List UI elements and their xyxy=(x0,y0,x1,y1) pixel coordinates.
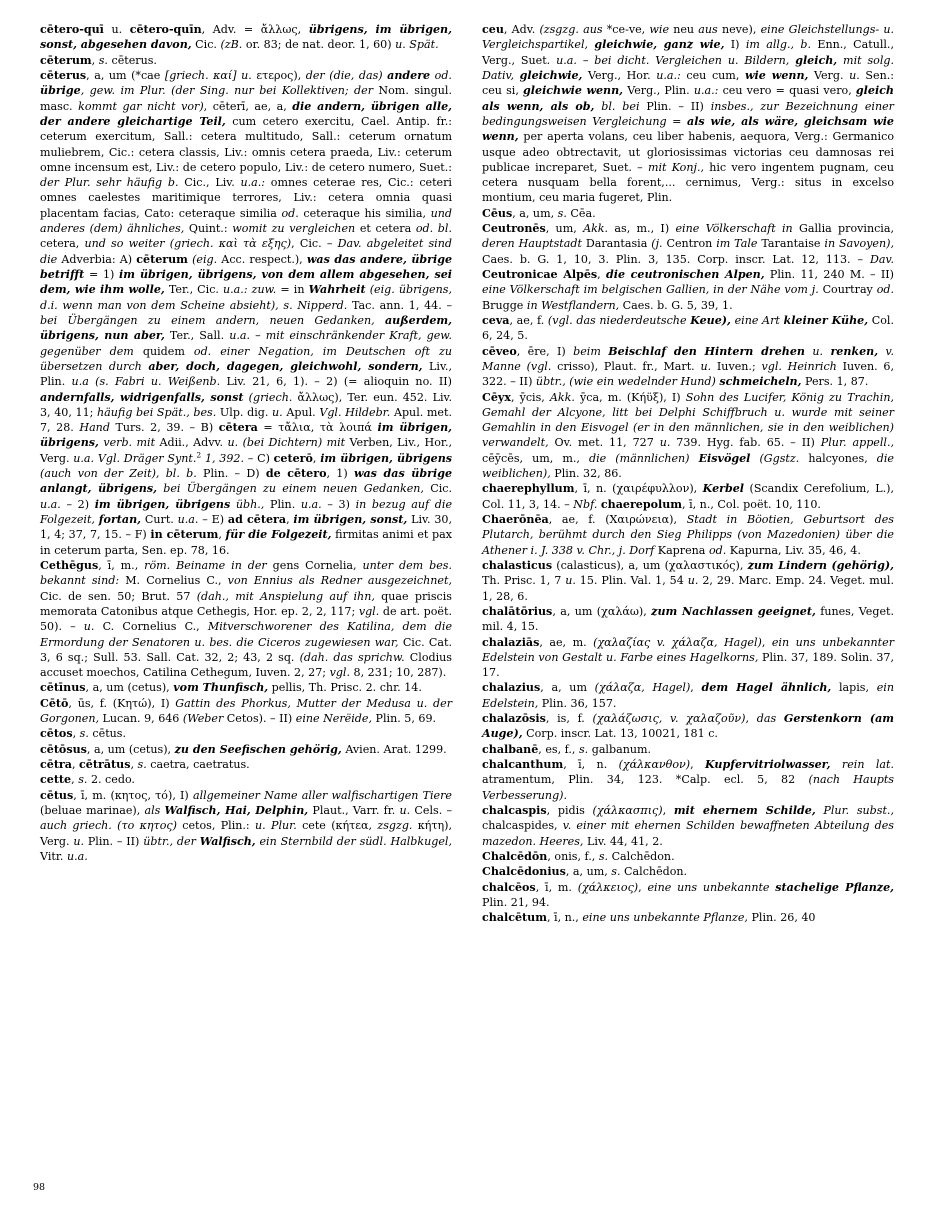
dictionary-entry: chalbanē, es, f., s. galbanum. xyxy=(482,742,652,756)
dictionary-entry: cēterum, s. cēterus. xyxy=(40,53,157,67)
dictionary-entry: chalcētum, ī, n., eine uns unbekannte Pflanze, Plin. 26, 40 xyxy=(482,911,816,925)
dictionary-entry: chalazius, a, um (χάλαζα, Hagel), dem Hagel ähnlich, lapis, ein Edelstein, Plin. 36, 157. xyxy=(482,681,894,710)
dictionary-entry: cētus, ī, m. (κητος, τό), I) allgemeiner Name aller walfischartigen Tiere (beluae marinae), als Walfisch, Hai, Delphin, Plaut., Varr. fr. u. Cels. – auch griech. (το κητος) cetos, Plin.: u. Plur. cete (κήτεα, zsgzg. κήτη), Verg. u. Plin. – II) übtr., der Walfisch, ein Sternbild der südl. Halbkugel, Vitr. u.a. xyxy=(40,788,453,863)
dictionary-entry: Ceutronēs, um, Akk. as, m., I) eine Völkerschaft in Gallia provincia, deren Hauptstadt Darantasia (j. Centron im Tale Tarantaise in Savoyen), Caes. b. G. 1, 10, 3. Plin. 3, 135. Corp. inscr. Lat. 12, 113. – Dav. Ceutronicae Alpēs, die ceutronischen Alpen, Plin. 11, 240 M. – II) eine Völkerschaft im belgischen Gallien, in der Nähe vom j. Courtray od. Brugge in Westflandern, Caes. b. G. 5, 39, 1. xyxy=(482,222,895,312)
dictionary-entry: cētos, s. cētus. xyxy=(40,727,127,741)
dictionary-entry: chalazōsis, is, f. (χαλάζωσις, v. χαλαζοῦν), das Gerstenkorn (am Auge), Corp. inscr. Lat. 13, 10021, 181 c. xyxy=(482,712,894,741)
dictionary-entry: Cēus, a, um, s. Cēa. xyxy=(482,206,596,220)
dictionary-entry: chalcaspis, pidis (χάλκασπις), mit ehernem Schilde, Plur. subst., chalcaspides, v. einer mit ehernen Schilden bewaffneten Abteilung des mazedon. Heeres, Liv. 44, 41, 2. xyxy=(482,803,894,848)
dictionary-entry: Chalcēdōn, onis, f., s. Calchēdon. xyxy=(482,849,675,863)
dictionary-entry: chalātōrius, a, um (χαλάω), zum Nachlassen geeignet, funes, Veget. mil. 4, 15. xyxy=(482,604,894,634)
dictionary-entry: chalcēos, ī, m. (χάλκειος), eine uns unbekannte stachelige Pflanze, Plin. 21, 94. xyxy=(482,880,894,909)
dictionary-entry: Chaerōnēa, ae, f. (Χαιρώνεια), Stadt in Böotien, Geburtsort des Plutarch, berühmt durch den Sieg Philipps (von Mazedonien) über die Athener i. J. 338 v. Chr., j. Dorf Kaprena od. Kapurna, Liv. 35, 46, 4. xyxy=(482,513,894,557)
dictionary-entry: Cethēgus, ī, m., röm. Beiname in der gens Cornelia, unter dem bes. bekannt sind: M. Cornelius C., von Ennius als Redner ausgezeichnet, Cic. de sen. 50; Brut. 57 (dah., mit Anspielung auf ihn, quae priscis memorata Catonibus atque Cethegis, Hor. ep. 2, 2, 117; vgl. de art. poët. 50). – u. C. Cornelius C., Mitverschworener des Katilina, dem die Ermordung der Senatoren u. bes. die Ciceros zugewiesen war, Cic. Cat. 3, 6 sq.; Sull. 53. Sall. Cat. 32, 2; 43, 2 sq. (dah. das sprichw. Clodius accuset moechos, Catilina Cethegum, Iuven. 2, 27; vgl. 8, 231; 10, 287). xyxy=(40,558,453,680)
dictionary-entry: Cēyx, ȳcis, Akk. ȳca, m. (Κήϋξ), I) Sohn des Lucifer, König zu Trachin, Gemahl der Alcyone, litt bei Delphi Schiffbruch u. wurde mit seiner Gemahlin in den Eisvogel (er in den männlichen, sie in den weiblichen) verwandelt, Ov. met. 11, 727 u. 739. Hyg. fab. 65. – II) Plur. appell., cēȳcēs, um, m., die (männlichen) Eisvögel (Ggstz. halcyones, die weiblichen), Plin. 32, 86. xyxy=(482,390,895,481)
dictionary-entry: cēveo, ēre, I) beim Beischlaf den Hintern drehen u. renken, v. Manne (vgl. crisso), Plaut. fr., Mart. u. Iuven.; vgl. Heinrich Iuven. 6, 322. – II) übtr., (wie ein wedelnder Hund) schmeicheln, Pers. 1, 87. xyxy=(482,344,894,389)
dictionary-entry: chaerephyllum, ī, n. (χαιρέφυλλον), Kerbel (Scandix Cerefolium, L.), Col. 11, 3, 14. – Nbf. chaerepolum, ī, n., Col. poët. 10, 110. xyxy=(482,482,894,511)
page-columns xyxy=(40,22,895,1162)
dictionary-entry: cētero-quī u. cētero-quīn, Adv. = ἄλλως, übrigens, im übrigen, sonst, abgesehen davon, Cic. (zB. or. 83; de nat. deor. 1, 60) u. Spät. xyxy=(40,23,452,52)
dictionary-entry: cētra, cētrātus, s. caetra, caetratus. xyxy=(40,758,250,771)
dictionary-entry: chalasticus (calasticus), a, um (χαλαστικός), zum Lindern (gehörig), Th. Prisc. 1, 7 u. 15. Plin. Val. 1, 54 u. 2, 29. Marc. Emp. 24. Veget. mul. 1, 28, 6. xyxy=(482,558,895,603)
folio-number: 98 xyxy=(33,1182,46,1193)
dictionary-entry: cētīnus, a, um (cetus), vom Thunfisch, pellis, Th. Prisc. 2. chr. 14. xyxy=(40,681,422,695)
dictionary-entry: cēterus, a, um (*cae [griech. καί] u. ετερος), der (die, das) andere od. übrige, gew. im Plur. (der Sing. nur bei Kollektiven; der Nom. singul. masc. kommt gar nicht vor), cēterī, ae, a, die andern, übrigen alle, der andere gleichartige Teil, cum cetero exercitu, Cael. Antip. fr.: ceterum exercitum, Sall.: cetera multitudo, Sall.: ceterum ornatum muliebrem, Cic.: cetera classis, Liv.: omnis cetera praeda, Liv.: ceterum omne incensum est, Liv.: de cetero populo, Liv.: de cetero numero, Suet.: der Plur. sehr häufig b. Cic., Liv. u.a.: omnes ceterae res, Cic.: ceteri omnes caelestes maritimique terrores, Liv.: cetera omnia quasi placentam facias, Cato: ceteraque similia od. ceteraque his similia, und anderes (dem) ähnliches, Quint.: womit zu vergleichen et cetera od. bl. cetera, und so weiter (griech. καὶ τὰ εξης), Cic. – Dav. abgeleitet sind die Adverbia: A) cēterum (eig. Acc. respect.), was das andere, übrige betrifft = 1) im übrigen, übrigens, von dem allem abgesehen, sei dem, wie ihm wolle, Ter., Cic. u.a.: zuw. = in Wahrheit (eig. übrigens, d.i. wenn man von dem Scheine absieht), s. Nipperd. Tac. ann. 1, 44. – bei Übergängen zu einem andern, neuen Gedanken, außerdem, übrigens, nun aber, Ter., Sall. u.a. – mit einschränkender Kraft, gew. gegenüber dem quidem od. einer Negation, im Deutschen oft zu übersetzen durch aber, doch, dagegen, gleichwohl, sondern, Liv., Plin. u.a (s. Fabri u. Weißenb. Liv. 21, 6, 1). – 2) (= alioquin no. II) andernfalls, widrigenfalls, sonst (griech. ἄλλως), Ter. eun. 452. Liv. 3, 40, 11; häufig bei Spät., bes. Ulp. dig. u. Apul. Vgl. Hildebr. Apul. met. 7, 28. Hand Turs. 2, 39. – B) cētera = τἄλια, τὰ λοιπά im übrigen, übrigens, verb. mit Adii., Advv. u. (bei Dichtern) mit Verben, Liv., Hor., Verg. u.a. Vgl. Dräger Synt.$^2$ 1, 392. – C) ceterō, im übrigen, übrigens (auch von der Zeit), bl. b. Plin. – D) de cētero, 1) was das übrige anlangt, übrigens, bei Übergängen zu einem neuen Gedanken, Cic. u.a. – 2) im übrigen, übrigens übh., Plin. u.a. – 3) in bezug auf die Folgezeit, fortan, Curt. u.a. – E) ad cētera, im übrigen, sonst, Liv. 30, 1, 4; 37, 7, 15. – F) in cēterum, für die Folgezeit, firmitas animi et pax in ceterum parta, Sen. ep. 78, 16. xyxy=(40,68,453,557)
dictionary-entry: chalcanthum, ī, n. (χάλκανθον), Kupfervitriolwasser, rein lat. atramentum, Plin. 34, 123. *Calp. ecl. 5, 82 (nach Haupts Verbesserung). xyxy=(482,758,894,802)
dictionary-entry: chalaziās, ae, m. (χαλαζίας v. χάλαζα, Hagel), ein uns unbekannter Edelstein von Gestalt u. Farbe eines Hagelkorns, Plin. 37, 189. Solin. 37, 17. xyxy=(482,635,894,680)
left-column xyxy=(40,22,452,1162)
dictionary-entry: Cētō, ūs, f. (Κητώ), I) Gattin des Phorkus, Mutter der Medusa u. der Gorgonen, Lucan. 9, 646 (Weber Cetos). – II) eine Nerëide, Plin. 5, 69. xyxy=(40,696,452,726)
dictionary-entry: ceva, ae, f. (vgl. das niederdeutsche Keue), eine Art kleiner Kühe, Col. 6, 24, 5. xyxy=(482,313,895,343)
dictionary-entry: Chalcēdonius, a, um, s. Calchēdon. xyxy=(482,865,688,879)
right-column xyxy=(482,22,894,1162)
dictionary-entry: cētōsus, a, um (cetus), zu den Seefischen gehörig, Avien. Arat. 1299. xyxy=(40,742,447,756)
dictionary-entry: cette, s. 2. cedo. xyxy=(40,773,135,787)
dictionary-entry: ceu, Adv. (zsgzg. aus *ce-ve, wie neu aus neve), eine Gleichstellungs- u. Vergleichspartikel, gleichwie, ganz wie, I) im allg., b. Enn., Catull., Verg., Suet. u.a. – bei dicht. Vergleichen u. Bildern, gleich, mit solg. Dativ, gleichwie, Verg., Hor. u.a.: ceu cum, wie wenn, Verg. u. Sen.: ceu si, gleichwie wenn, Verg., Plin. u.a.: ceu vero = quasi vero, gleich als wenn, als ob, bl. bei Plin. – II) insbes., zur Bezeichnung einer bedingungsweisen Vergleichung = als wie, als wäre, gleichsam wie wenn, per aperta volans, ceu liber habenis, aequora, Verg.: Germanico usque adeo obtrectavit, ut gloriosissimas victorias ceu damnosas rei publicae increparet, Suet. – mit Konj., hic vero ingentem pugnam, ceu cetera nusquam bella forent,... cernimus, Verg.: situs in excelso montium, ceu maria fugeret, Plin. xyxy=(482,23,895,205)
